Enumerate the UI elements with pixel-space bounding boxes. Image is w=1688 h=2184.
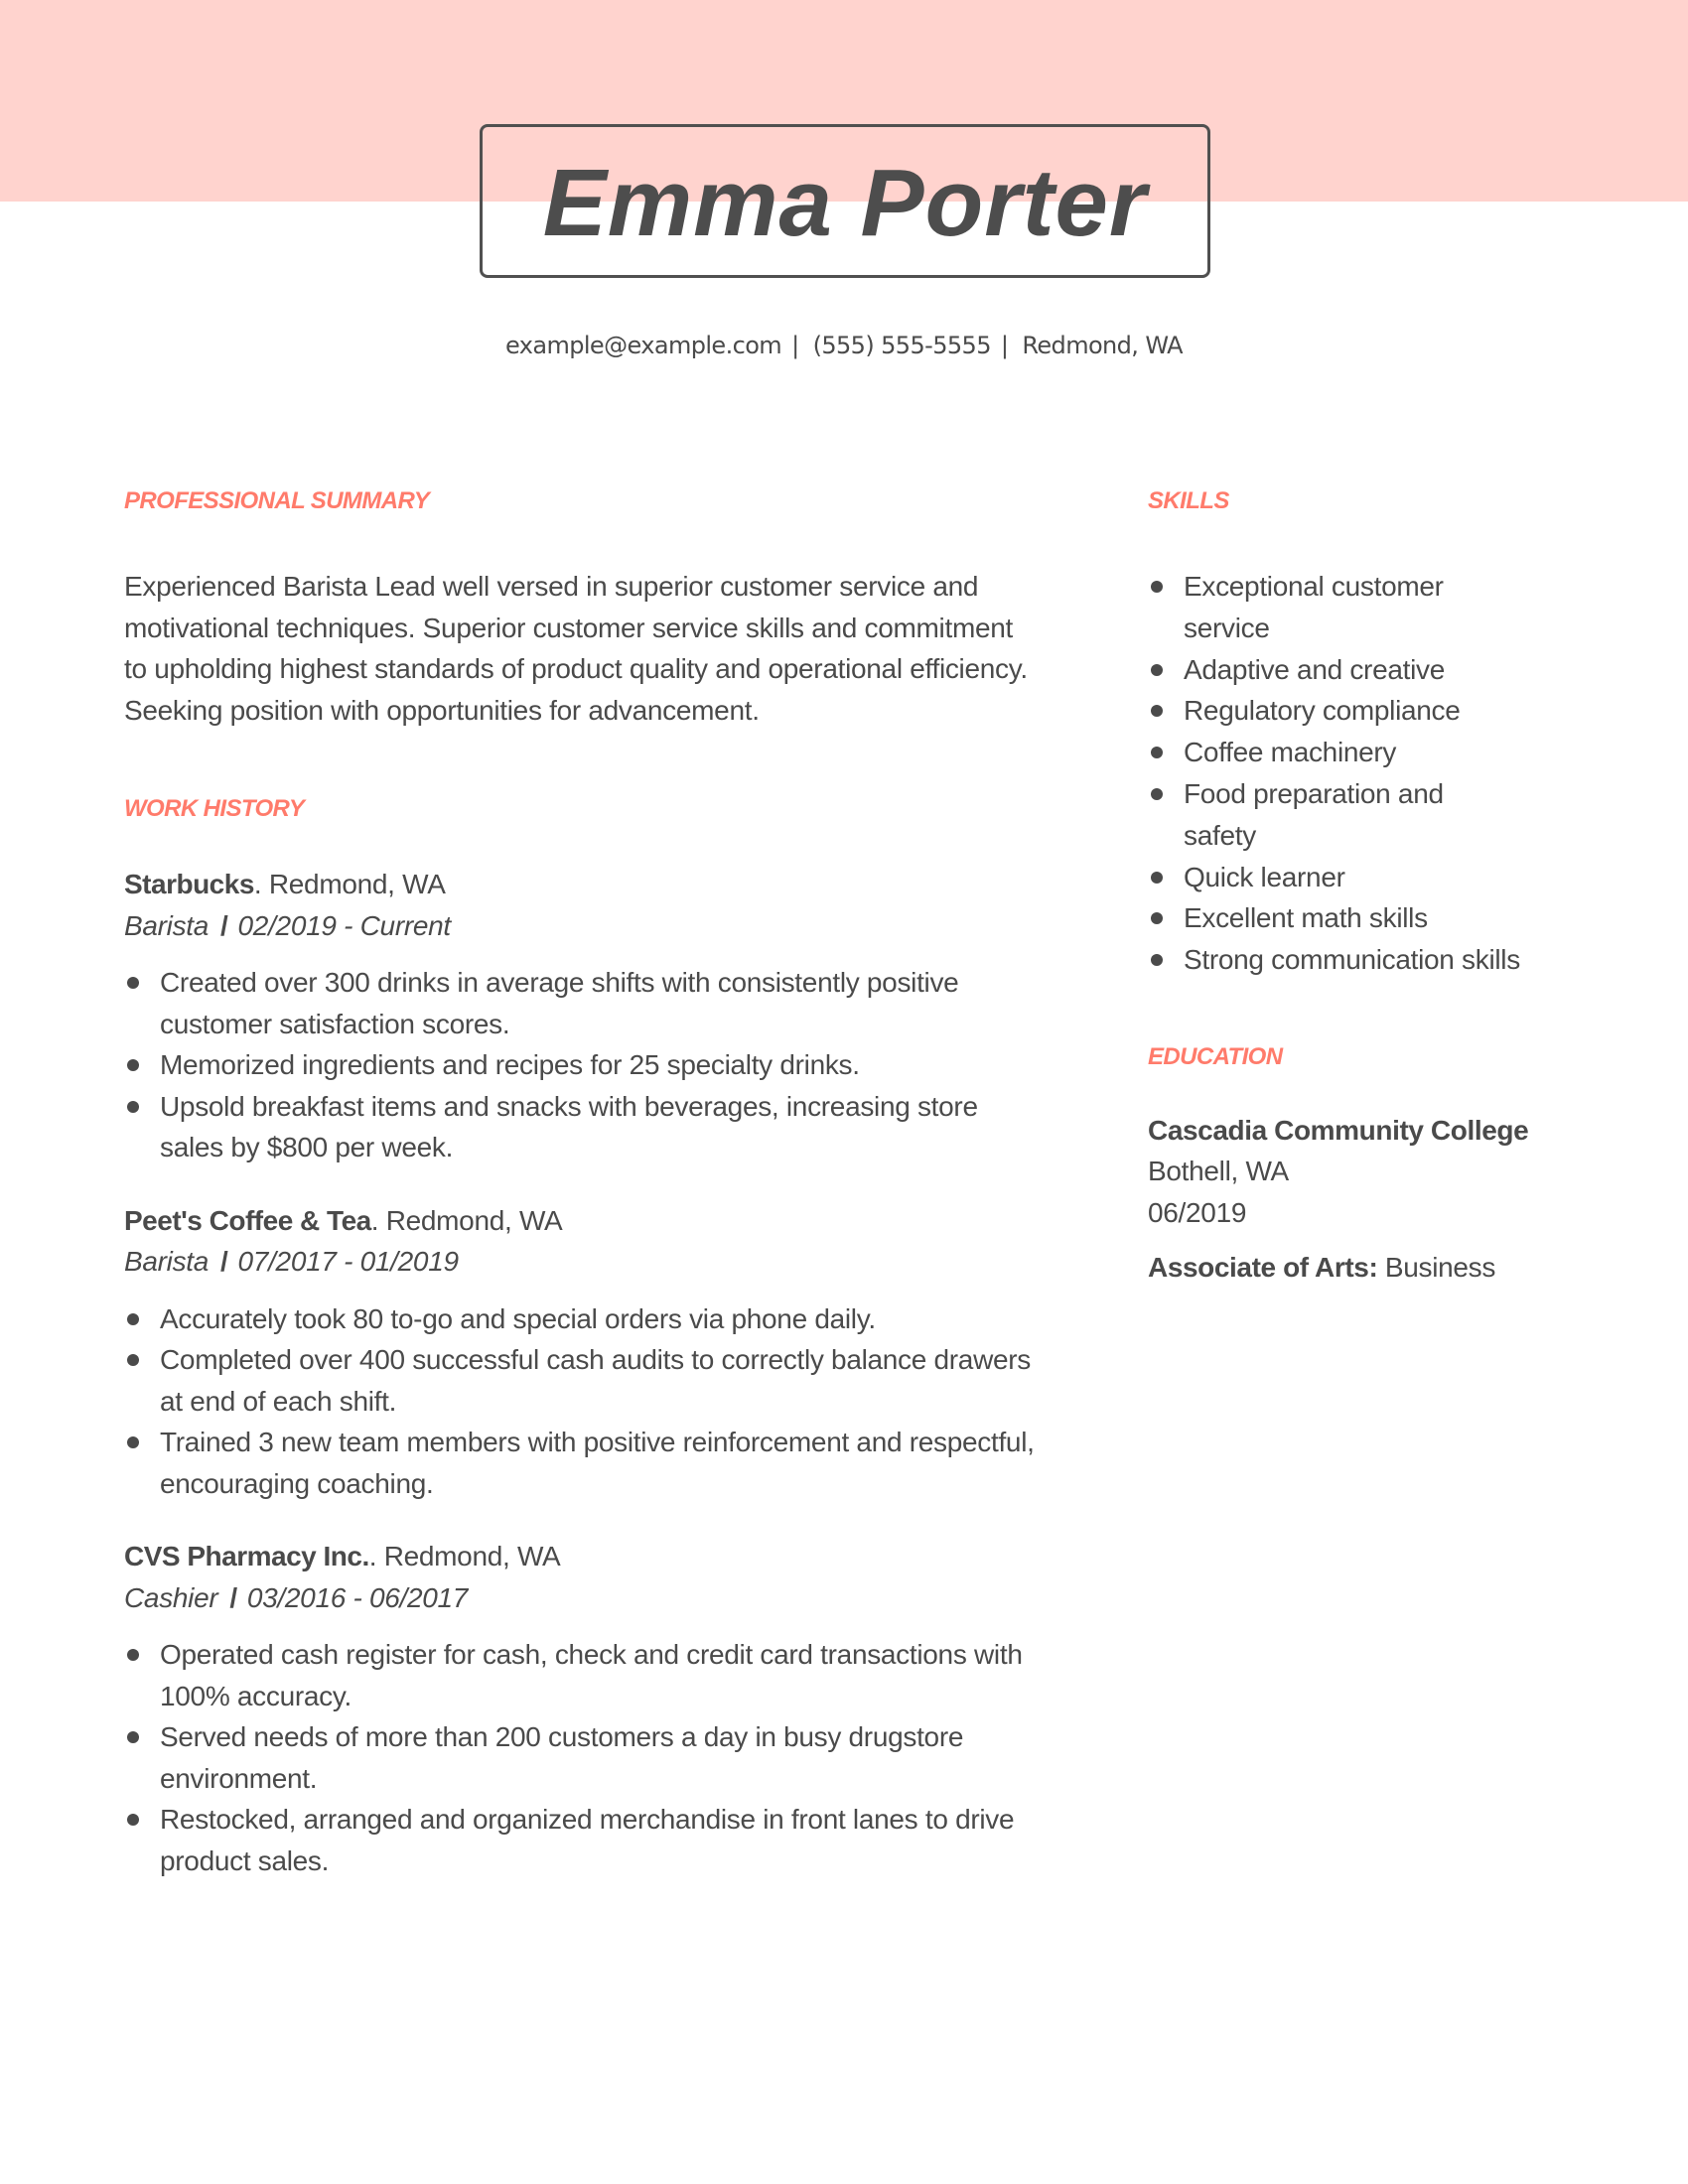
job-dates: 02/2019 - Current: [237, 909, 451, 941]
education-date: 06/2019: [1148, 1196, 1247, 1228]
contact-location: Redmond, WA: [1022, 332, 1183, 359]
education-degree: Associate of Arts: [1148, 1252, 1369, 1284]
job-title: Barista: [124, 1246, 210, 1277]
contact-phone: (555) 555-5555: [812, 332, 991, 359]
bullet-icon: [127, 1059, 139, 1071]
job-header: [124, 1200, 1038, 1242]
education-location: Bothell, WA: [1148, 1156, 1289, 1187]
contact-email: example@example.com: [504, 332, 782, 359]
job-company: CVS Pharmacy Inc.: [124, 1541, 369, 1571]
job-bullet: Restocked, arranged and organized merchandise in front lanes to drive product sales.: [124, 1799, 1038, 1881]
candidate-name: Emma Porter: [542, 149, 1148, 256]
section-heading-work-history: WORK HISTORY: [124, 795, 305, 822]
job-header: [124, 864, 1038, 905]
bullet-icon: [127, 1731, 139, 1743]
bullet-icon: [127, 977, 139, 989]
job-title: Cashier: [124, 1581, 218, 1613]
bullet-icon: [1151, 581, 1163, 593]
skill-item: Excellent math skills: [1148, 897, 1521, 939]
job-bullet: Served needs of more than 200 customers a day in busy drugstore environment.: [124, 1716, 1038, 1799]
bullet-icon: [127, 1814, 139, 1826]
bullet-icon: [1151, 954, 1163, 966]
sidebar-column: [1148, 484, 1585, 1289]
job-title-separator: /: [229, 1581, 237, 1613]
job-location: . Redmond, WA: [253, 869, 446, 899]
job-title-dates: [124, 1577, 1038, 1619]
skills-section: [1148, 484, 1585, 981]
job-bullets: [124, 1298, 1038, 1505]
education-degree-line: [1148, 1247, 1585, 1289]
job-location: . Redmond, WA: [368, 1541, 561, 1571]
bullet-icon: [127, 1101, 139, 1113]
job-bullet: Operated cash register for cash, check and credit card transactions with 100% accuracy.: [124, 1634, 1038, 1716]
job-bullet: Accurately took 80 to-go and special orders via phone daily.: [124, 1298, 1038, 1340]
bullet-icon: [1151, 788, 1163, 800]
skill-item: Adaptive and creative: [1148, 649, 1521, 691]
summary-text: Experienced Barista Lead well versed in superior customer service and motivational techniques. Superior customer service skills and commitment to upholding highest standards of product quality and operational efficiency. Seeking position with opportunities for advancement.: [124, 571, 1028, 726]
name-box: [480, 124, 1210, 278]
job-bullet: Memorized ingredients and recipes for 25 specialty drinks.: [124, 1044, 1038, 1086]
skill-item: Coffee machinery: [1148, 732, 1521, 773]
bullet-icon: [1151, 664, 1163, 676]
skill-item: Regulatory compliance: [1148, 690, 1521, 732]
education-school: Cascadia Community College: [1148, 1114, 1529, 1146]
professional-summary-section: [124, 484, 1038, 731]
bullet-icon: [127, 1354, 139, 1366]
bullet-icon: [1151, 912, 1163, 924]
job-bullet: Completed over 400 successful cash audits to correctly balance drawers at end of each shift.: [124, 1339, 1038, 1422]
bullet-icon: [127, 1436, 139, 1448]
work-history-section: [124, 792, 1038, 1881]
skills-list: [1148, 566, 1585, 981]
job-entry: [124, 1200, 1038, 1505]
job-bullet: Upsold breakfast items and snacks with beverages, increasing store sales by $800 per week.: [124, 1086, 1038, 1168]
skill-item: Exceptional customer service: [1148, 566, 1521, 649]
job-title-dates: [124, 1241, 1038, 1283]
bullet-icon: [127, 1649, 139, 1661]
education-field: Business: [1377, 1252, 1496, 1284]
job-location: . Redmond, WA: [370, 1204, 563, 1236]
contact-separator: |: [791, 332, 799, 359]
section-heading-professional-summary: PROFESSIONAL SUMMARY: [124, 487, 430, 514]
section-heading-skills: SKILLS: [1148, 487, 1229, 514]
job-entry: [124, 864, 1038, 1168]
job-dates: 07/2017 - 01/2019: [237, 1246, 459, 1277]
job-company: Peet's Coffee & Tea: [124, 1204, 371, 1236]
job-bullet: Trained 3 new team members with positive reinforcement and respectful, encouraging coaching.: [124, 1422, 1038, 1504]
bullet-icon: [127, 1313, 139, 1325]
education-degree-separator: :: [1368, 1252, 1378, 1284]
contact-separator: |: [1000, 332, 1009, 359]
bullet-icon: [1151, 705, 1163, 717]
main-column: [124, 484, 1038, 1881]
job-bullets: [124, 962, 1038, 1168]
skill-item: Quick learner: [1148, 857, 1521, 898]
contact-line: [0, 332, 1688, 359]
skill-item: Food preparation and safety: [1148, 773, 1521, 857]
skill-item: Strong communication skills: [1148, 939, 1601, 981]
bullet-icon: [1151, 872, 1163, 884]
bullet-icon: [1151, 747, 1163, 758]
job-title-separator: /: [220, 1246, 228, 1277]
job-company: Starbucks: [124, 869, 254, 899]
job-title: Barista: [124, 909, 210, 941]
job-dates: 03/2016 - 06/2017: [246, 1581, 469, 1613]
job-bullets: [124, 1634, 1038, 1881]
education-section: [1148, 1040, 1585, 1289]
job-title-separator: /: [220, 909, 228, 941]
job-bullet: Created over 300 drinks in average shifts with consistently positive customer satisfaction scores.: [124, 962, 1038, 1044]
job-title-dates: [124, 905, 1038, 947]
education-entry: [1148, 1110, 1585, 1289]
job-entry: [124, 1536, 1038, 1881]
job-header: [124, 1536, 1038, 1577]
section-heading-education: EDUCATION: [1148, 1042, 1283, 1070]
